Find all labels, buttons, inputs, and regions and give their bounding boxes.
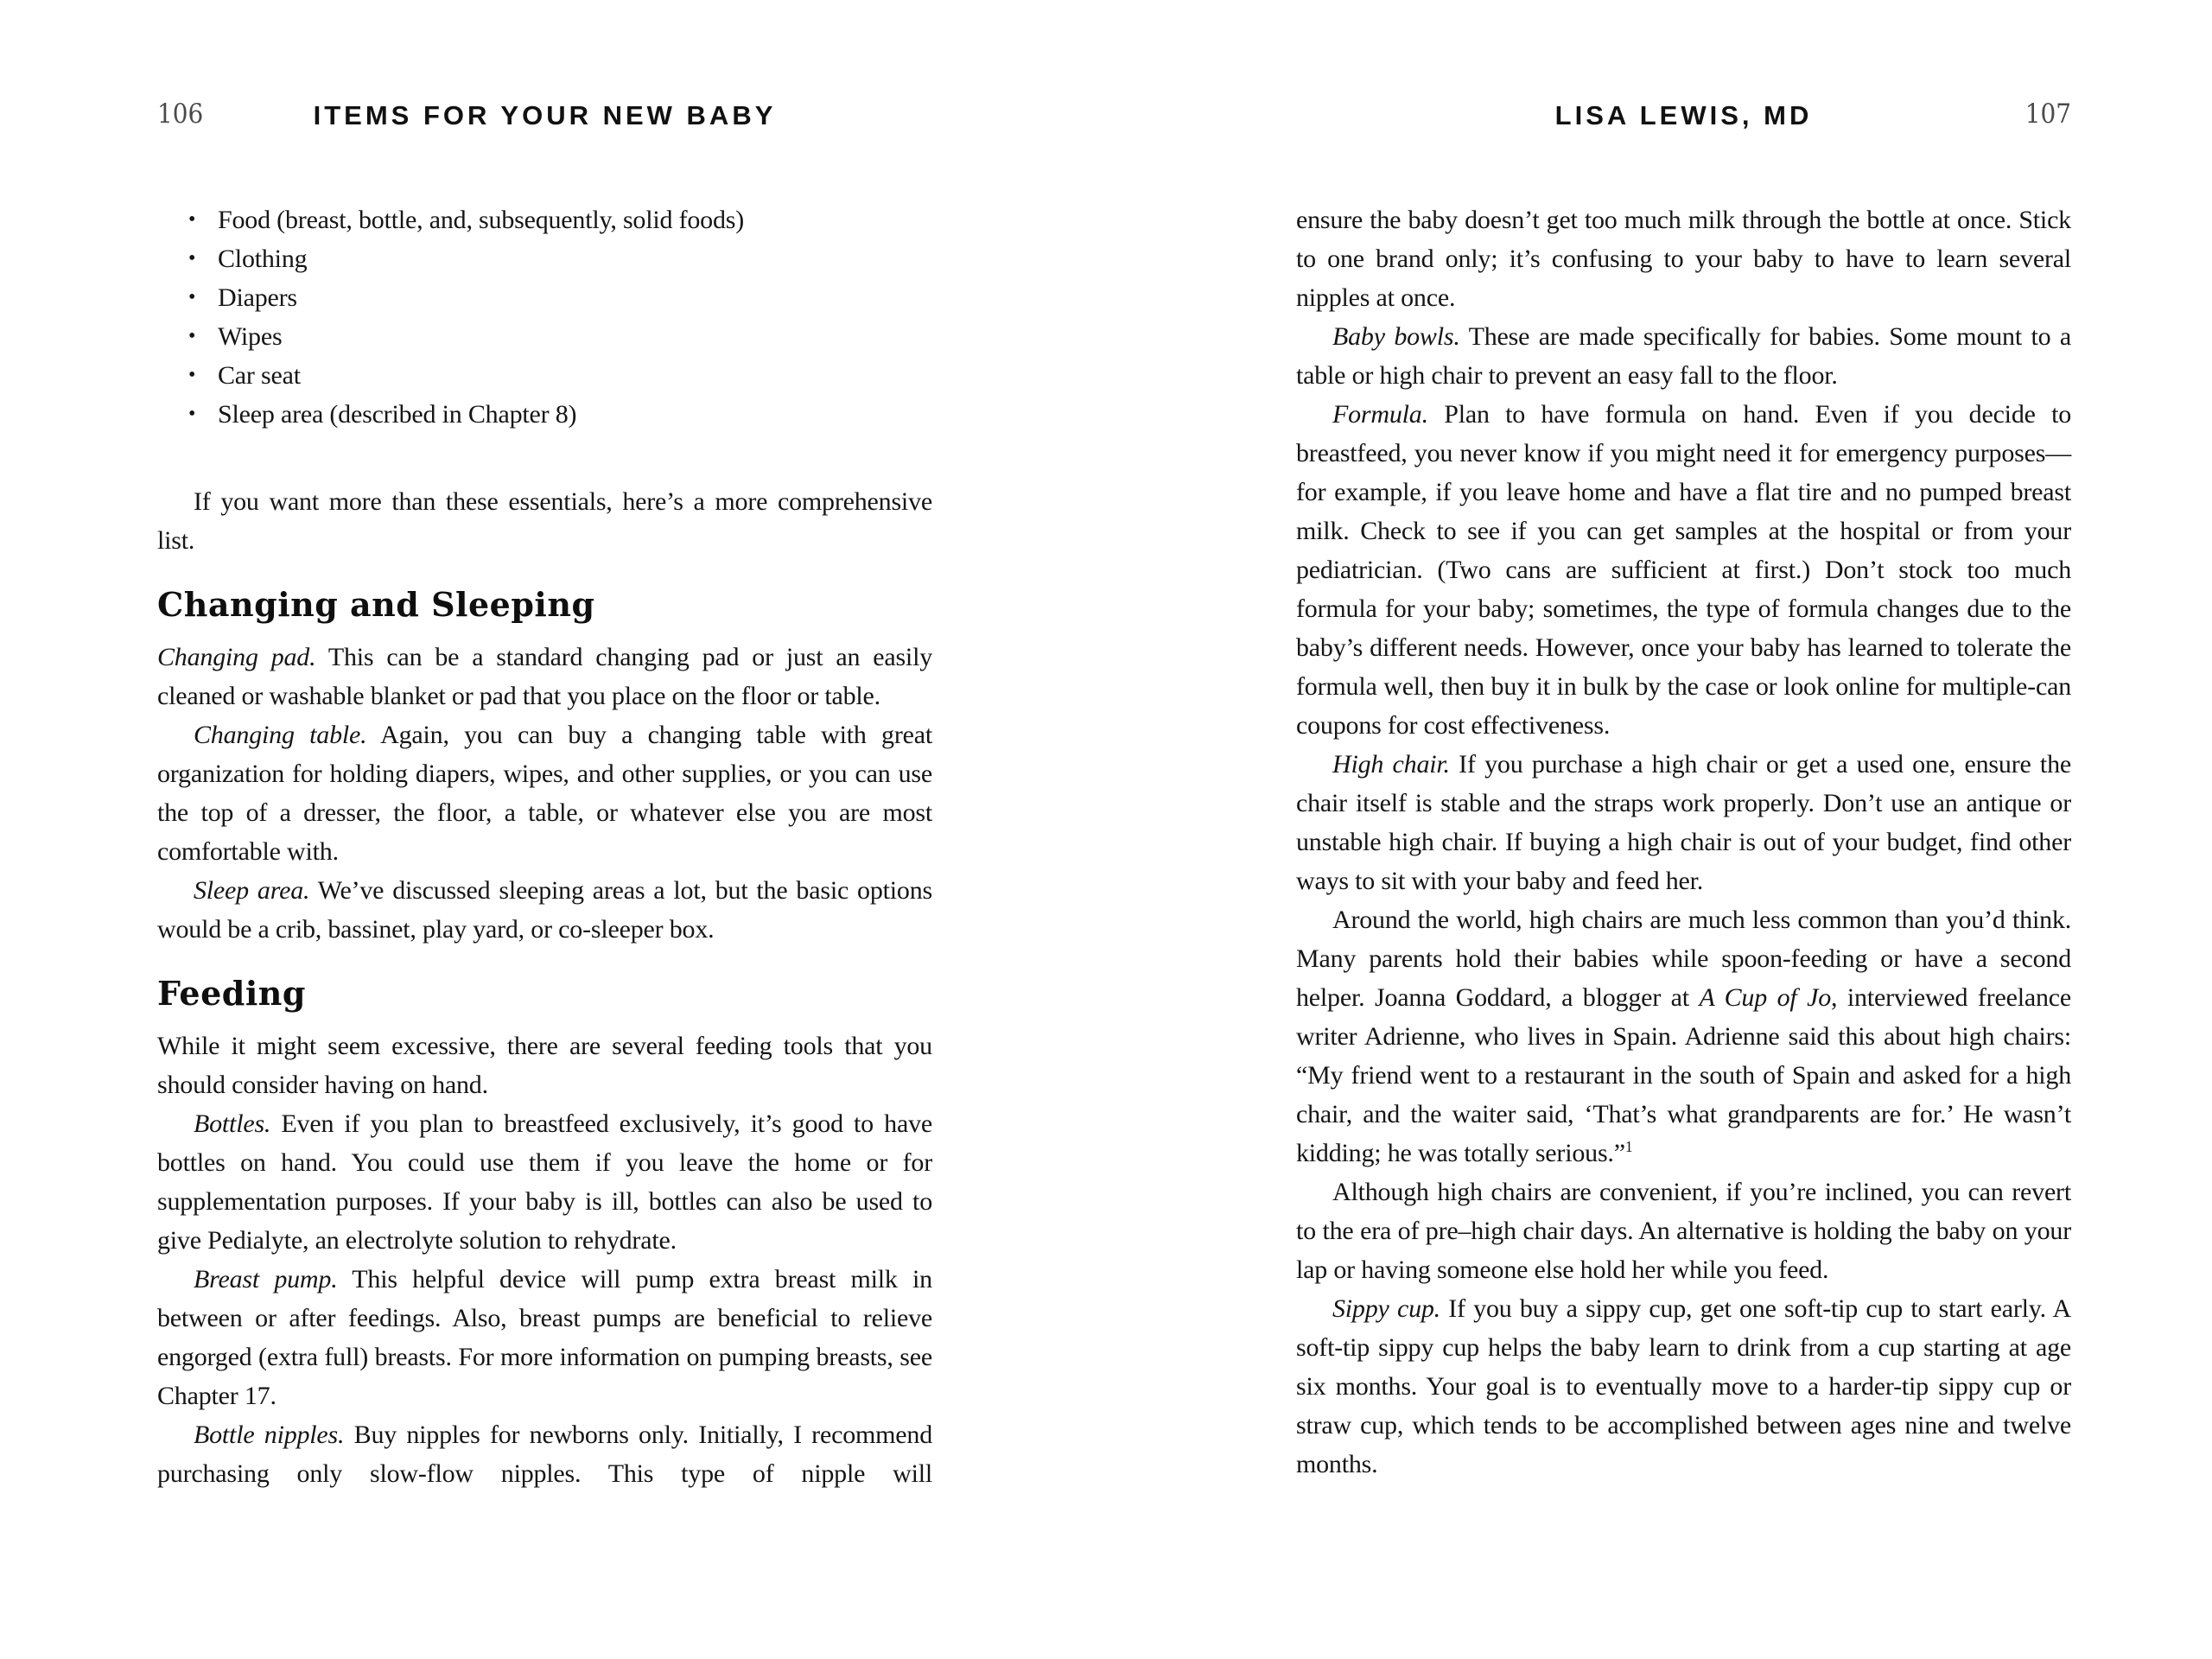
paragraph bbox=[157, 1415, 932, 1493]
running-head-left: ITEMS FOR YOUR NEW BABY bbox=[313, 100, 777, 130]
italic-lead: A Cup of Jo bbox=[1699, 983, 1832, 1012]
italic-lead: Sleep area. bbox=[194, 876, 310, 905]
paragraph bbox=[1296, 200, 2071, 317]
list-item-text: Sleep area (described in Chapter 8) bbox=[218, 400, 577, 429]
list-item bbox=[157, 239, 932, 278]
list-item-text: Wipes bbox=[218, 322, 283, 351]
page-right bbox=[1106, 0, 2212, 1659]
list-item bbox=[157, 395, 932, 434]
list-item bbox=[157, 356, 932, 395]
list-item-text: Diapers bbox=[218, 283, 297, 312]
paragraph bbox=[1296, 1173, 2071, 1289]
list-item bbox=[157, 278, 932, 317]
text-run: , interviewed freelance writer Adrienne, who lives in Spain. Adrienne said this about high chairs: “My friend went to a restaurant in the south of Spain and asked for a high chair, and the waiter said, ‘That’s what grandparents are for.’ He wasn’t kidding; he was totally serious.” bbox=[1296, 983, 2071, 1167]
italic-lead: Changing table. bbox=[194, 721, 367, 749]
italic-lead: Changing pad. bbox=[157, 643, 316, 671]
italic-lead: Breast pump. bbox=[194, 1265, 338, 1294]
paragraph bbox=[1296, 317, 2071, 395]
paragraph bbox=[157, 1260, 932, 1415]
page-number-left: 106 bbox=[157, 99, 204, 130]
bullet-icon: • bbox=[188, 247, 196, 270]
text-run: If you buy a sippy cup, get one soft-tip cup to start early. A soft-tip sippy cup helps the baby learn to drink from a cup starting at age six months. Your goal is to eventually move to a harder-tip sippy cup or straw cup, which tends to be accomplished between ages nine and twelve months. bbox=[1296, 1294, 2072, 1478]
italic-lead: Bottles. bbox=[194, 1109, 271, 1138]
text-run: We’ve discussed sleeping areas a lot, but the basic options would be a crib, bassinet, play yard, or co-sleeper box. bbox=[157, 876, 932, 944]
text-run: Again, you can buy a changing table with great organization for holding diapers, wipes, and other supplies, or you can use the top of a dresser, the floor, a table, or whatever else you are most comfortable with. bbox=[157, 721, 932, 866]
text-run: Even if you plan to breastfeed exclusively, it’s good to have bottles on hand. You could use them if you leave the home or for supplementation purposes. If your baby is ill, bottles can also be used to give Pedialyte, an electrolyte solution to rehydrate. bbox=[157, 1109, 932, 1255]
bullet-icon: • bbox=[188, 325, 196, 347]
footnote-ref: 1 bbox=[1624, 1138, 1633, 1155]
paragraph bbox=[1296, 395, 2071, 745]
bullet-icon: • bbox=[188, 403, 196, 425]
list-item-text: Clothing bbox=[218, 245, 308, 273]
italic-lead: Sippy cup. bbox=[1332, 1294, 1440, 1323]
italic-lead: High chair. bbox=[1332, 750, 1450, 779]
running-head-right: LISA LEWIS, MD bbox=[1554, 100, 1813, 130]
section-heading: Changing and Sleeping bbox=[157, 585, 595, 624]
section-heading: Feeding bbox=[157, 974, 306, 1013]
text-run: ensure the baby doesn’t get too much milk through the bottle at once. Stick to one brand only; it’s confusing to your baby to have to learn several nipples at once. bbox=[1296, 206, 2071, 312]
bullet-icon: • bbox=[188, 286, 196, 308]
paragraph bbox=[157, 638, 932, 715]
italic-lead: Baby bowls. bbox=[1332, 322, 1460, 351]
paragraph bbox=[157, 1027, 932, 1104]
paragraph bbox=[1296, 1289, 2071, 1484]
paragraph bbox=[1296, 900, 2071, 1173]
list-item bbox=[157, 200, 932, 239]
italic-lead: Formula. bbox=[1332, 400, 1428, 429]
italic-lead: Bottle nipples. bbox=[194, 1421, 345, 1449]
text-run: While it might seem excessive, there are several feeding tools that you should consider having on hand. bbox=[157, 1032, 932, 1099]
text-run: This helpful device will pump extra breast milk in between or after feedings. Also, breast pumps are beneficial to relieve engorged (extra full) breasts. For more information on pumping breasts, see Chapter 17. bbox=[157, 1265, 932, 1410]
text-run: Plan to have formula on hand. Even if you decide to breastfeed, you never know if you might need it for emergency purposes—for example, if you leave home and have a flat tire and no pumped breast milk. Check to see if you can get samples at the hospital or from your pediatrician. (Two cans are sufficient at first.) Don’t stock too much formula for your baby; sometimes, the type of formula changes due to the baby’s different needs. However, once your baby has learned to tolerate the formula well, then buy it in bulk by the case or look online for multiple-can coupons for cost effectiveness. bbox=[1296, 400, 2071, 740]
list-item bbox=[157, 317, 932, 356]
text-run: Around the world, high chairs are much less common than you’d think. Many parents hold their babies while spoon-feeding or have a second helper. Joanna Goddard, a blogger at bbox=[1296, 906, 2071, 1012]
text-run: Although high chairs are convenient, if you’re inclined, you can revert to the era of pre–high chair days. An alternative is holding the baby on your lap or having someone else hold her while you feed. bbox=[1296, 1178, 2071, 1284]
list-item-text: Car seat bbox=[218, 361, 301, 390]
paragraph bbox=[157, 715, 932, 871]
text-run: Buy nipples for newborns only. Initially, I recommend purchasing only slow-flow nipples. This type of nipple will bbox=[157, 1421, 932, 1488]
paragraph bbox=[157, 482, 932, 560]
text-run: If you want more than these essentials, here’s a more comprehensive list. bbox=[157, 487, 932, 555]
paragraph bbox=[1296, 745, 2071, 900]
text-run: If you purchase a high chair or get a used one, ensure the chair itself is stable and the straps work properly. Don’t use an antique or unstable high chair. If buying a high chair is out of your budget, find other ways to sit with your baby and feed her. bbox=[1296, 750, 2071, 895]
list-item-text: Food (breast, bottle, and, subsequently, solid foods) bbox=[218, 206, 745, 234]
text-run: This can be a standard changing pad or just an easily cleaned or washable blanket or pad that you place on the floor or table. bbox=[157, 643, 933, 710]
page-left-content bbox=[157, 200, 932, 1493]
page-number-right: 107 bbox=[2024, 99, 2071, 130]
bullet-icon: • bbox=[188, 364, 196, 386]
paragraph bbox=[157, 871, 932, 949]
essentials-list bbox=[157, 200, 932, 434]
bullet-icon: • bbox=[188, 208, 196, 231]
page-right-content bbox=[1296, 200, 2071, 1484]
text-run: These are made specifically for babies. Some mount to a table or high chair to prevent an easy fall to the floor. bbox=[1296, 322, 2071, 390]
paragraph bbox=[157, 1104, 932, 1260]
